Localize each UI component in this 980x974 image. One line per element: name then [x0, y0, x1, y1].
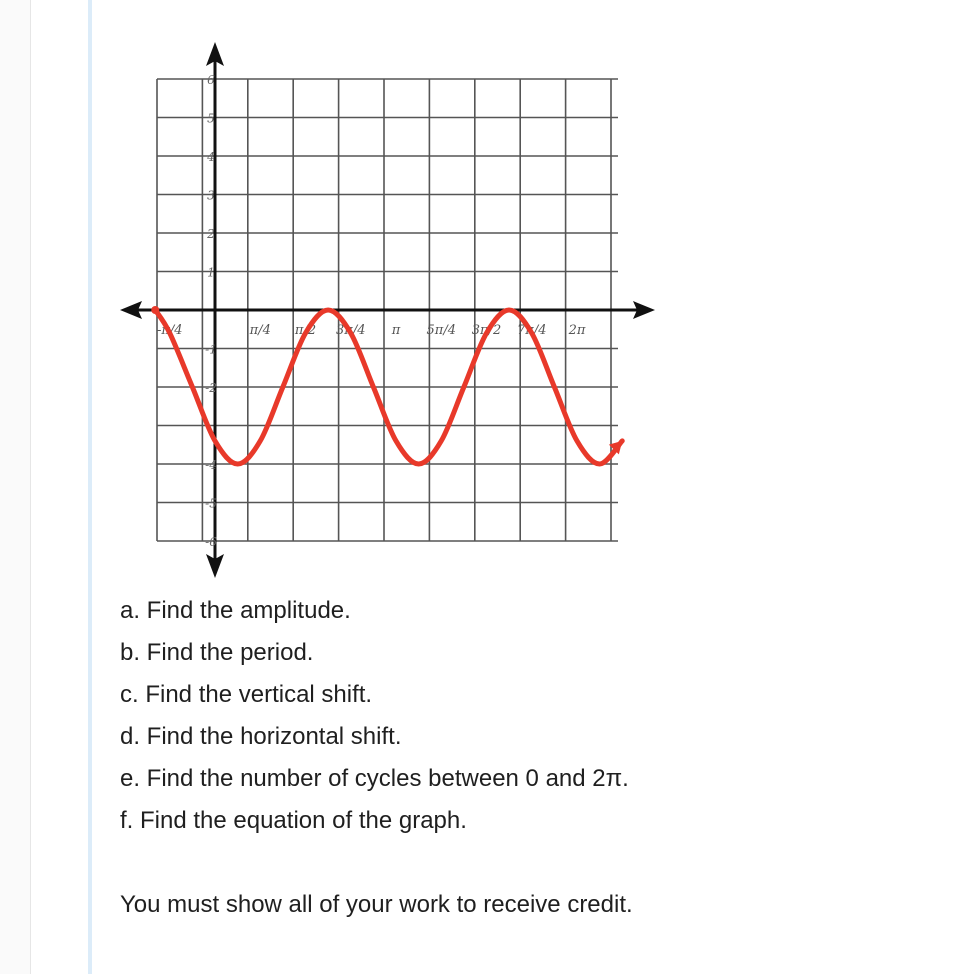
sinusoid-graph	[100, 30, 680, 590]
y-tick-label: -5	[205, 496, 217, 511]
y-tick-label: -4	[205, 458, 217, 472]
left-pane	[0, 0, 30, 974]
x-tick-label: 2π	[568, 323, 586, 338]
y-tick-label: -2	[205, 381, 217, 395]
question-f: f. Find the equation of the graph.	[120, 807, 467, 834]
x-tick-label: π/4	[249, 323, 271, 338]
question-a: a. Find the amplitude.	[120, 597, 351, 624]
y-tick-label: 6	[207, 73, 215, 87]
question-e: e. Find the number of cycles between 0 and 2π.	[120, 765, 629, 792]
y-tick-label: -6	[205, 535, 217, 549]
content-accent-rule	[88, 0, 92, 974]
question-d: d. Find the horizontal shift.	[120, 723, 402, 750]
x-tick-label: 7π/4	[517, 323, 547, 338]
x-tick-label: 5π/4	[426, 323, 456, 338]
pane-divider	[30, 0, 31, 974]
graph-svg	[100, 30, 680, 590]
y-tick-label: -1	[205, 342, 217, 357]
x-tick-label: π	[391, 323, 401, 338]
curve-start-arrow	[151, 306, 159, 314]
x-tick-label: 3π/2	[471, 323, 502, 338]
y-tick-label: 3	[207, 188, 215, 203]
y-tick-label: 4	[207, 150, 215, 164]
x-tick-label: π/2	[294, 323, 317, 338]
y-tick-label: 2	[207, 227, 215, 241]
y-tick-label: 5	[207, 111, 215, 126]
x-tick-label: -π/4	[156, 323, 183, 338]
work-instruction: You must show all of your work to receive credit.	[120, 891, 633, 918]
question-c: c. Find the vertical shift.	[120, 681, 373, 708]
y-tick-label: 1	[207, 265, 215, 280]
question-list	[120, 590, 940, 842]
x-tick-label: 3π/4	[336, 323, 366, 338]
question-b: b. Find the period.	[120, 639, 314, 666]
